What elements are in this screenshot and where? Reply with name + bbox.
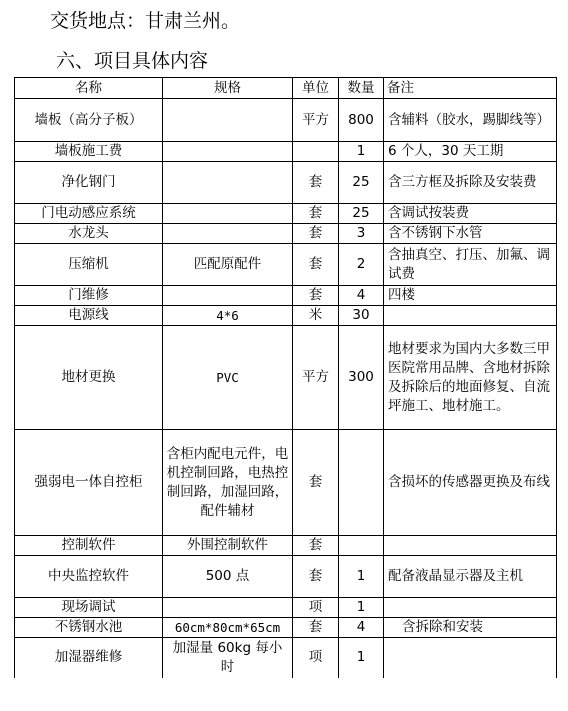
cell-qty: 25 (339, 204, 384, 224)
cell-qty: 25 (339, 162, 384, 204)
cell-name: 门维修 (15, 286, 163, 306)
cell-unit: 套 (293, 430, 339, 536)
cell-note: 6 个人，30 天工期 (384, 142, 557, 162)
cell-unit: 米 (293, 306, 339, 326)
table-row (15, 618, 557, 638)
cell-qty: 4 (339, 286, 384, 306)
cell-qty: 1 (339, 556, 384, 598)
cell-unit: 套 (293, 618, 339, 638)
table-row (15, 598, 557, 618)
cell-note: 含三方框及拆除及安装费 (384, 162, 557, 204)
cell-spec: PVC (163, 326, 293, 430)
cell-spec: 加湿量 60kg 每小时 (163, 638, 293, 678)
cell-spec: 4*6 (163, 306, 293, 326)
column-header-name: 名称 (15, 78, 163, 99)
table-row (15, 326, 557, 430)
cell-name: 强弱电一体自控柜 (15, 430, 163, 536)
cell-name: 不锈钢水池 (15, 618, 163, 638)
cell-unit: 套 (293, 556, 339, 598)
cell-qty: 4 (339, 618, 384, 638)
cell-qty: 3 (339, 224, 384, 244)
cell-unit: 项 (293, 598, 339, 618)
cell-name: 中央监控软件 (15, 556, 163, 598)
cell-unit: 平方 (293, 326, 339, 430)
table-row (15, 204, 557, 224)
cell-unit: 套 (293, 224, 339, 244)
cell-note: 含不锈钢下水管 (384, 224, 557, 244)
table-row (15, 536, 557, 556)
table-row (15, 286, 557, 306)
cell-note (384, 306, 557, 326)
table-row (15, 99, 557, 142)
cell-name: 墙板（高分子板） (15, 99, 163, 142)
cell-note: 地材要求为国内大多数三甲医院常用品牌、含地材拆除及拆除后的地面修复、自流坪施工、地材施工。 (384, 326, 557, 430)
cell-note: 含拆除和安装 (384, 618, 557, 638)
column-header-spec: 规格 (163, 78, 293, 99)
cell-qty: 1 (339, 142, 384, 162)
cell-unit: 套 (293, 536, 339, 556)
cell-unit: 套 (293, 162, 339, 204)
cell-spec (163, 224, 293, 244)
column-header-note: 备注 (384, 78, 557, 99)
cell-spec (163, 142, 293, 162)
cell-note: 配备液晶显示器及主机 (384, 556, 557, 598)
cell-spec (163, 99, 293, 142)
cell-note: 四楼 (384, 286, 557, 306)
column-header-unit: 单位 (293, 78, 339, 99)
cell-note (384, 598, 557, 618)
delivery-location: 交货地点：甘肃兰州。 (50, 10, 241, 32)
cell-qty: 30 (339, 306, 384, 326)
cell-name: 电源线 (15, 306, 163, 326)
table-row (15, 142, 557, 162)
cell-note: 含抽真空、打压、加氟、调试费 (384, 244, 557, 286)
project-table (14, 77, 557, 678)
section-title: 六、项目具体内容 (56, 50, 209, 72)
cell-note (384, 638, 557, 678)
cell-unit: 套 (293, 204, 339, 224)
cell-spec: 60cm*80cm*65cm (163, 618, 293, 638)
cell-qty (339, 536, 384, 556)
cell-spec (163, 204, 293, 224)
cell-spec (163, 162, 293, 204)
cell-qty: 300 (339, 326, 384, 430)
cell-note (384, 536, 557, 556)
cell-note: 含调试按装费 (384, 204, 557, 224)
cell-name: 控制软件 (15, 536, 163, 556)
cell-name: 加湿器维修 (15, 638, 163, 678)
table-row (15, 224, 557, 244)
column-header-qty: 数量 (339, 78, 384, 99)
table-row (15, 430, 557, 536)
cell-unit: 项 (293, 638, 339, 678)
cell-name: 墙板施工费 (15, 142, 163, 162)
cell-name: 门电动感应系统 (15, 204, 163, 224)
cell-name: 水龙头 (15, 224, 163, 244)
cell-qty: 2 (339, 244, 384, 286)
table-row (15, 162, 557, 204)
cell-unit: 套 (293, 244, 339, 286)
cell-unit: 平方 (293, 99, 339, 142)
cell-name: 压缩机 (15, 244, 163, 286)
cell-spec: 500 点 (163, 556, 293, 598)
cell-qty: 1 (339, 638, 384, 678)
cell-spec: 匹配原配件 (163, 244, 293, 286)
cell-spec: 含柜内配电元件，电机控制回路，电热控制回路，加湿回路，配件辅材 (163, 430, 293, 536)
cell-name: 地材更换 (15, 326, 163, 430)
cell-unit (293, 142, 339, 162)
table-row (15, 556, 557, 598)
table-row (15, 638, 557, 678)
cell-qty (339, 430, 384, 536)
table-row (15, 306, 557, 326)
table-row (15, 244, 557, 286)
cell-note: 含损坏的传感器更换及布线 (384, 430, 557, 536)
cell-unit: 套 (293, 286, 339, 306)
cell-name: 现场调试 (15, 598, 163, 618)
cell-name: 净化钢门 (15, 162, 163, 204)
cell-spec: 外围控制软件 (163, 536, 293, 556)
cell-qty: 800 (339, 99, 384, 142)
cell-spec (163, 286, 293, 306)
cell-note: 含辅料（胶水，踢脚线等） (384, 99, 557, 142)
cell-spec (163, 598, 293, 618)
cell-qty: 1 (339, 598, 384, 618)
table-header-row (15, 78, 557, 99)
